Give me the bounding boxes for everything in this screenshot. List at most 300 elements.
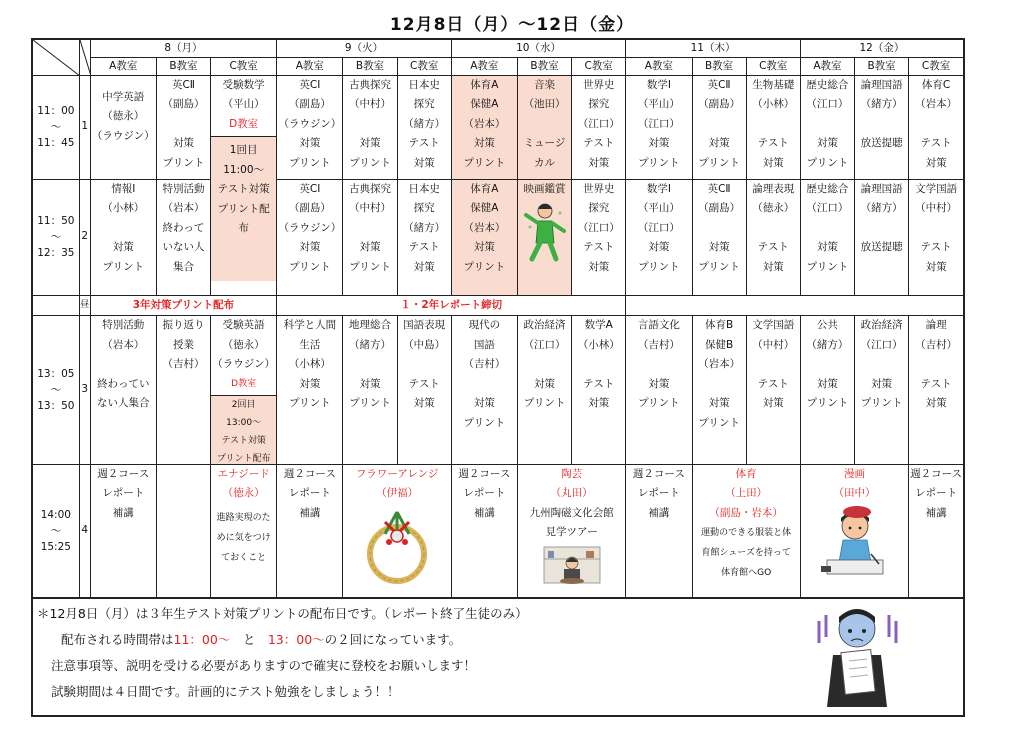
room-header: C教室	[397, 57, 451, 75]
cell-text-line: 世界史	[582, 78, 615, 91]
cell-text-line: （吉村）	[162, 358, 205, 370]
cell-text-line: テスト	[408, 377, 440, 390]
cell-text-line: 日本史	[408, 182, 440, 195]
period-3-time: 13：05 ～ 13：50	[32, 316, 79, 465]
class-cell	[517, 316, 571, 465]
cell-text-line	[855, 115, 908, 135]
cell-text-line: （池田）	[523, 98, 566, 110]
cell-text-line: 英CⅡ	[171, 78, 195, 91]
corner-cell	[32, 39, 79, 75]
cell-text-line: 論理表現	[752, 182, 795, 195]
cell-text-line: プリント	[638, 156, 680, 169]
room-header: C教室	[909, 57, 964, 75]
cell-text-line: 対策	[925, 397, 947, 409]
cell-text-line: 探究	[588, 98, 610, 110]
room-header: C教室	[211, 57, 277, 75]
cell-text-line: 運動のできる服装と体	[701, 528, 792, 538]
cell-text-line: （平山）	[222, 98, 265, 110]
cell-text-line: 漫画	[844, 467, 865, 480]
cell-text-line: 英CⅡ	[707, 78, 731, 91]
class-cell	[156, 179, 210, 295]
cell-text-line: （伊福）	[376, 487, 419, 499]
cell-text-line: 対策	[534, 377, 556, 390]
cell-text-line: プリント	[860, 397, 903, 409]
period-4-number: 4	[79, 464, 90, 598]
cell-text-line: （副島・岩本）	[709, 506, 783, 519]
cell-text-line	[855, 355, 908, 375]
cell-text-line: （中島）	[403, 338, 446, 351]
cell-text-line	[452, 375, 517, 395]
cell-text-line: 対策	[413, 260, 435, 273]
cell-text-line: （岩本）	[463, 221, 506, 234]
cell-text-line: 論理	[925, 319, 947, 331]
cell-text-line: 週２コース	[632, 467, 685, 480]
cell-text-line: 歴史総合	[806, 78, 849, 91]
cell-text-line: 英CⅠ	[299, 182, 321, 195]
cell-text-line	[747, 355, 800, 375]
cell-text-line: 授業	[172, 338, 194, 351]
day-header-tue: 9（火）	[277, 39, 452, 57]
cell-text-line: 現代の	[468, 319, 501, 331]
class-cell	[90, 75, 156, 179]
cell-text-line: 補講	[112, 506, 134, 519]
class-cell	[343, 464, 451, 598]
class-cell	[277, 75, 343, 179]
schedule-table	[31, 38, 965, 599]
cell-text-line: 地理総合	[349, 319, 392, 331]
cell-text-line: 1回目	[229, 144, 258, 156]
cell-text-line: （江口）	[860, 338, 903, 351]
cell-text-line: 対策	[762, 397, 784, 409]
cell-text-line: 補講	[648, 506, 670, 519]
room-header: A教室	[626, 57, 692, 75]
class-cell	[277, 464, 343, 598]
page-title: 12月8日（月）～12日（金）	[389, 15, 635, 35]
class-cell	[451, 179, 517, 295]
cell-text-line: 体育館へGO	[721, 568, 772, 578]
cell-text-line	[343, 355, 396, 375]
cell-text-line	[693, 219, 746, 239]
cell-text-line: プリント	[806, 397, 849, 409]
cell-text-line: プリント配布	[216, 453, 271, 464]
cell-text-line: 政治経済	[523, 319, 566, 331]
cell-text-line: 対策	[299, 137, 321, 149]
class-cell-monday-c: 受験数学 （平山） D教室 1回目 11:00～ テスト対策 プリント配 布	[211, 75, 277, 295]
class-cell	[692, 464, 800, 598]
cell-text-line	[572, 355, 625, 375]
class-cell	[156, 464, 210, 598]
cell-text-line: （小林）	[577, 338, 620, 351]
class-cell	[909, 464, 964, 598]
cell-text-line: 対策	[708, 241, 730, 253]
cell-text-line: 国語	[473, 338, 495, 351]
cell-text-line: 対策	[359, 137, 381, 149]
class-cell	[277, 179, 343, 295]
cell-text-line: 探究	[413, 98, 435, 110]
cell-text-line: （小林）	[102, 202, 145, 214]
cell-text-line: 論理国語	[860, 182, 903, 195]
cell-text-line: 対策	[473, 137, 495, 149]
cell-text-line: テスト	[757, 137, 789, 149]
cell-text-line: 言語文化	[637, 319, 680, 331]
cell-text-line	[157, 115, 210, 135]
cell-text-line: プリント	[698, 416, 740, 429]
lunch-blank-right	[626, 295, 964, 316]
class-cell	[397, 316, 451, 465]
cell-text-line	[343, 115, 396, 135]
cell-text-line: レポート	[463, 487, 506, 499]
cell-text-line: 2回目	[231, 399, 256, 410]
cell-text-line: 数学Ⅰ	[646, 182, 671, 195]
class-cell	[746, 179, 800, 295]
day-header-wed: 10（水）	[451, 39, 626, 57]
cell-text-line: （上田）	[725, 487, 768, 499]
worried-student-illustration	[809, 599, 905, 709]
class-cell	[211, 464, 277, 598]
class-cell	[517, 179, 571, 295]
cell-text-line: （徳永）	[222, 487, 265, 499]
cell-text-line: （ラウジン）	[91, 129, 155, 142]
cell-text-line: 対策	[172, 137, 194, 149]
cell-text-line	[626, 355, 691, 375]
class-cell	[156, 75, 210, 179]
room-header: A教室	[90, 57, 156, 75]
cell-text-line: 対策	[359, 377, 381, 390]
pottery-illustration	[542, 543, 602, 587]
cell-text-line: レポート	[288, 487, 331, 499]
class-cell	[626, 179, 692, 295]
cell-text-line: プリント配	[217, 202, 270, 215]
class-cell	[746, 75, 800, 179]
cell-text-line: 保健A	[470, 202, 499, 214]
cell-text-line: 特別活動	[102, 319, 145, 331]
cell-text-line: テスト	[920, 241, 952, 253]
cell-text-line: プリント	[463, 156, 506, 169]
cell-text-line: （岩本）	[698, 358, 741, 370]
class-cell	[855, 316, 909, 465]
cell-text-line: 振り返り	[162, 319, 205, 331]
class-cell	[692, 75, 746, 179]
cell-text-line: テスト	[757, 377, 789, 390]
cell-text-line: 対策	[816, 137, 838, 149]
cell-text-line: 映画鑑賞	[523, 182, 566, 195]
class-cell	[397, 75, 451, 179]
cell-text-line: テスト	[583, 377, 615, 390]
cell-text-line: 体育	[735, 467, 757, 480]
cell-text-line: 数学A	[584, 319, 613, 331]
class-cell	[90, 316, 156, 465]
cell-text-line: （岩本）	[915, 98, 958, 110]
cell-text-line: 対策	[299, 377, 321, 390]
class-cell	[397, 179, 451, 295]
note-line-1: ＊12月8日（月）は３年生テスト対策プリントの配布日です。（レポート終了生徒のみ）	[37, 606, 528, 621]
cell-text-line: 育館シューズを持って	[701, 548, 791, 558]
cell-text-line: 対策	[708, 137, 730, 149]
cell-text-line: プリント	[289, 260, 331, 273]
room-header: C教室	[572, 57, 626, 75]
class-cell	[343, 179, 397, 295]
cell-text-line: 見学ツアー	[545, 526, 598, 538]
cell-text-line: エナジード	[217, 467, 270, 480]
note-line-3: 注意事項等、説明を受ける必要がありますので確実に登校をお願いします！	[51, 658, 477, 673]
cell-text-line: （緒方）	[403, 117, 446, 130]
cell-text-line: プリント	[349, 260, 391, 273]
cell-text-line: （副島）	[288, 202, 331, 214]
cell-text-line: （吉村）	[637, 338, 680, 351]
class-cell	[909, 179, 964, 295]
room-header: A教室	[277, 57, 343, 75]
cell-text-line: （丸田）	[550, 487, 593, 499]
cell-text-line: （江口）	[577, 221, 620, 234]
cell-text-line: 日本史	[408, 78, 440, 91]
cell-text-line: 対策	[925, 156, 947, 169]
cell-text-line	[693, 375, 746, 395]
cell-text-line: ない人集合	[97, 397, 150, 409]
cell-text-line: 対策	[816, 377, 838, 390]
cell-text-line: プリント	[806, 260, 849, 273]
cell-text-line: （副島）	[698, 98, 741, 110]
cell-text-line: （小林）	[288, 358, 331, 370]
cell-text-line: 対策	[648, 241, 670, 253]
cell-text-line: （田中）	[833, 487, 876, 499]
note-line-2: 配布される時間帯は11：00～ と 13：00～の２回になっています。	[61, 632, 462, 647]
lunch-note-wednesday: １・2年レポート締切	[277, 295, 626, 316]
cell-text-line: 対策	[762, 156, 784, 169]
cell-text-line: レポート	[102, 487, 145, 499]
cell-text-line: 対策	[816, 241, 838, 253]
cell-text-line: （中村）	[349, 202, 392, 214]
cell-text-line: 対策	[359, 241, 381, 253]
cell-text-line: （緒方）	[806, 338, 849, 351]
cell-text-line: 生物基礎	[752, 78, 795, 91]
cell-text-line: 探究	[413, 202, 435, 214]
room-header: B教室	[692, 57, 746, 75]
cell-text-line	[518, 115, 571, 135]
cell-text-line: プリント	[162, 156, 205, 169]
cell-text-line: 情報Ⅰ	[111, 182, 136, 195]
period-2-time: 11：50 ～ 12：35	[32, 179, 79, 295]
class-cell	[572, 75, 626, 179]
cell-text-line: 受験英語	[222, 319, 265, 331]
cell-text-line: フラワーアレンジ	[355, 467, 439, 480]
class-cell	[90, 179, 156, 295]
period-2-number: 2	[79, 179, 90, 295]
dancer-illustration	[522, 199, 568, 265]
cell-text-line: 対策	[299, 241, 321, 253]
cell-text-line: 対策	[871, 377, 893, 390]
handout-box-1	[211, 136, 276, 281]
cell-text-line: プリント	[638, 260, 680, 273]
cell-text-line: テスト	[583, 137, 615, 149]
cell-text-line: プリント	[349, 397, 391, 409]
cell-text-line: （緒方）	[349, 338, 392, 351]
cell-text-line: 13:00～	[226, 417, 262, 428]
room-header: A教室	[800, 57, 854, 75]
class-cell	[343, 316, 397, 465]
cell-text-line	[909, 219, 963, 239]
cell-text-line: （平山）	[637, 202, 680, 214]
cell-text-line: レポート	[915, 487, 958, 499]
class-cell	[855, 75, 909, 179]
cell-text-line: レポート	[637, 487, 680, 499]
cell-text-line: （中村）	[915, 202, 958, 214]
cell-text-line: 数学Ⅰ	[646, 78, 671, 91]
cell-text-line: 文学国語	[752, 319, 795, 331]
cell-text-line: 受験数学	[222, 78, 265, 91]
cell-text-line	[855, 219, 908, 239]
cell-text-line: 対策	[648, 377, 670, 390]
class-cell	[692, 316, 746, 465]
cell-text-line: カル	[534, 156, 556, 169]
cell-text-line: 中学英語	[102, 90, 145, 103]
cell-text-line: 古典探究	[349, 182, 392, 195]
cell-text-line: 陶芸	[561, 467, 583, 480]
class-cell	[451, 75, 517, 179]
class-cell	[746, 316, 800, 465]
cell-text-line: 集合	[172, 260, 194, 273]
cell-text-line: 体育A	[470, 78, 499, 91]
note-line-4: 試験期間は４日間です。計画的にテスト勉強をしましょう！！	[51, 684, 400, 699]
cell-text-line: プリント	[638, 397, 680, 409]
cell-text-line: （緒方）	[860, 98, 903, 110]
cell-text-line: 週２コース	[910, 467, 963, 480]
notes-section	[31, 594, 965, 717]
cell-text-line: （岩本）	[102, 338, 145, 351]
cell-text-line	[909, 355, 963, 375]
cell-text-line: 公共	[816, 319, 838, 331]
cell-text-line: テスト	[408, 241, 440, 253]
cell-text-line: いない人	[162, 241, 205, 253]
cell-text-line	[747, 219, 800, 239]
room-header: C教室	[746, 57, 800, 75]
period-4-time: 14:00 ～ 15:25	[32, 464, 79, 598]
class-cell	[800, 316, 854, 465]
cell-text-line: テスト	[757, 241, 789, 253]
cell-text-line: （ラウジン）	[278, 221, 342, 234]
cell-text-line: （徳永）	[222, 338, 265, 351]
cell-text-line: 論理国語	[860, 78, 903, 91]
cell-text-line: プリント	[463, 416, 506, 429]
cell-text-line: テスト対策	[221, 435, 266, 446]
cell-text-line	[91, 219, 156, 239]
cell-text-line: 歴史総合	[806, 182, 849, 195]
cell-text-line: 終わってい	[97, 377, 150, 390]
class-cell-monday-c: 受験英語 （徳永） （ラウジン） D教室 2回目 13:00～ テスト対策 プリント配布	[211, 316, 277, 465]
cell-text-line: プリント	[698, 156, 740, 169]
lunch-note-monday: 3年対策プリント配布	[90, 295, 277, 316]
cell-text-line: プリント	[102, 260, 145, 273]
cell-text-line: 対策	[588, 156, 610, 169]
class-cell	[277, 316, 343, 465]
cell-text-line: 補講	[299, 506, 321, 519]
class-cell	[800, 75, 854, 179]
cell-text-line	[909, 115, 963, 135]
cell-text-line: テスト	[920, 137, 952, 149]
cell-text-line: 古典探究	[349, 78, 392, 91]
cell-text-line	[518, 355, 571, 375]
cell-text-line: 英CⅠ	[299, 78, 321, 91]
cell-text-line	[398, 355, 451, 375]
class-cell	[800, 179, 854, 295]
new-year-wreath-illustration	[355, 504, 439, 588]
day-header-fri: 12（金）	[800, 39, 964, 57]
class-cell	[626, 464, 692, 598]
cell-text-line: （ラウジン）	[278, 117, 342, 130]
cell-text-line: プリント	[289, 156, 331, 169]
cell-text-line: （小林）	[752, 98, 795, 110]
cell-text-line: 保健A	[470, 98, 499, 110]
class-cell	[572, 316, 626, 465]
cell-text-line: （副島）	[698, 202, 741, 214]
cell-text-line: 特別活動	[162, 182, 205, 195]
cell-text-line: （江口）	[806, 202, 849, 214]
cell-text-line: プリント	[523, 397, 566, 409]
period-3-number: 3	[79, 316, 90, 465]
cell-text-line: 世界史	[582, 182, 615, 195]
class-cell	[855, 179, 909, 295]
manga-artist-illustration	[815, 504, 895, 580]
cell-text-line: 音楽	[534, 78, 556, 91]
class-cell	[909, 316, 964, 465]
cell-text-line: プリント	[289, 397, 331, 409]
cell-text-line	[693, 115, 746, 135]
cell-text-line: 対策	[925, 260, 947, 273]
room-header: B教室	[517, 57, 571, 75]
cell-text-line: （江口）	[523, 338, 566, 351]
cell-text-line: 対策	[588, 260, 610, 273]
corner-diagonal	[33, 40, 79, 75]
cell-text-line	[91, 355, 156, 375]
handout-box-2	[211, 395, 276, 464]
cell-text-line: 九州陶磁文化会館	[529, 506, 614, 519]
cell-text-line: 政治経済	[860, 319, 903, 331]
cell-text-line: 文学国語	[915, 182, 958, 195]
class-cell	[451, 316, 517, 465]
cell-text-line: 進路実現のた	[216, 512, 271, 523]
cell-text-line: （副島）	[162, 98, 205, 110]
cell-text-line: （中村）	[349, 98, 392, 110]
cell-text-line: （緒方）	[403, 221, 446, 234]
cell-text-line: ミュージ	[523, 137, 566, 149]
cell-text-line	[801, 219, 854, 239]
cell-text-line: プリント	[463, 260, 506, 273]
cell-text-line: 補講	[925, 506, 947, 519]
class-cell	[517, 75, 571, 179]
class-cell	[156, 316, 210, 465]
cell-text-line: 放送提聴	[860, 241, 903, 253]
cell-text-line: 対策	[588, 397, 610, 409]
lunch-label: 昼	[79, 295, 90, 316]
corner-diagonal-2	[80, 40, 91, 75]
cell-text-line: 週２コース	[283, 467, 336, 480]
cell-text-line: （平山）	[637, 98, 680, 110]
cell-text-line: 保健B	[704, 338, 734, 351]
cell-text-line: 体育A	[470, 182, 499, 195]
cell-text-line: （副島）	[288, 98, 331, 110]
cell-text-line: 布	[238, 222, 249, 234]
cell-text-line: 対策	[708, 397, 730, 409]
cell-text-line: （岩本）	[463, 117, 506, 130]
class-cell	[517, 464, 625, 598]
class-cell	[90, 464, 156, 598]
room-header: B教室	[343, 57, 397, 75]
cell-text-line: 探究	[588, 202, 610, 214]
period-1-number: 1	[79, 75, 90, 179]
cell-text-line: テスト	[583, 241, 615, 253]
cell-text-line: 英CⅡ	[707, 182, 731, 195]
day-header-thu: 11（木）	[626, 39, 801, 57]
cell-text-line: めに気をつけ	[216, 532, 271, 543]
